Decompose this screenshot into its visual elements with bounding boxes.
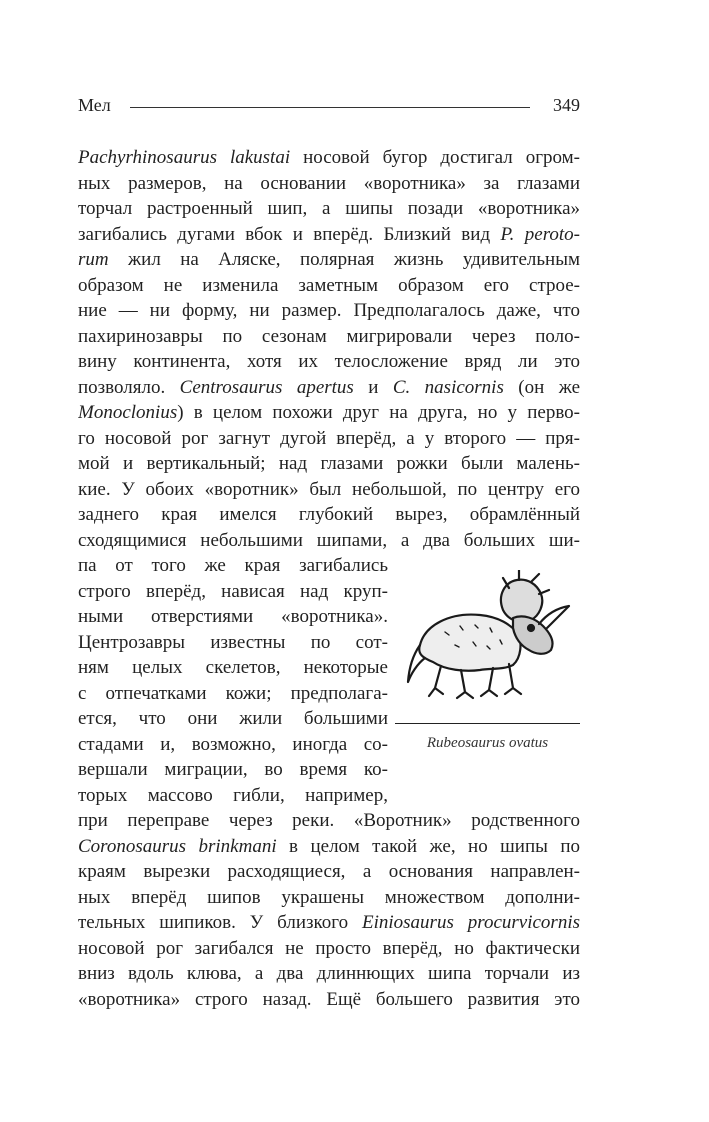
text-line: Pachyrhinosaurus lakustai носовой бугор достигал огром- xyxy=(78,147,580,168)
text-line: образом не изменила заметным образом его строе- xyxy=(78,274,580,296)
text-line: го носовой рог загнут дугой вперёд, а у второго — пря- xyxy=(78,427,580,449)
text-line-wrapped: ется, что они жили большими xyxy=(78,708,388,729)
section-title: Мел xyxy=(78,95,111,115)
dinosaur-illustration xyxy=(405,570,575,720)
text-line: ных вперёд шипов украшены множеством дополни- xyxy=(78,886,580,908)
text-line: носовой рог загибался не просто вперёд, но фактически xyxy=(78,937,580,959)
text-line: вниз вдоль клюва, а два длиннющих шипа торчали из xyxy=(78,963,580,984)
text-line-wrapped: ными отверстиями «воротника». xyxy=(78,606,388,627)
text-line: краям вырезки расходящиеся, а основания направлен- xyxy=(78,861,580,882)
header-rule xyxy=(130,107,530,108)
text-line: пахиринозавры по сезонам мигрировали через поло- xyxy=(78,325,580,347)
text-line: позволяло. Centrosaurus apertus и C. nasicornis (он же xyxy=(78,376,580,398)
text-line-wrapped: строго вперёд, нависая над круп- xyxy=(78,580,388,602)
text-line-wrapped: с отпечатками кожи; предполага- xyxy=(78,682,388,704)
text-line: вину континента, хотя их телосложение вряд ли это xyxy=(78,351,580,372)
text-line: кие. У обоих «воротник» был небольшой, по центру его xyxy=(78,478,580,500)
text-line: тельных шипиков. У близкого Einiosaurus procurvicornis xyxy=(78,912,580,933)
text-line-wrapped: стадами и, возможно, иногда со- xyxy=(78,733,388,755)
text-line-wrapped: ням целых скелетов, некоторые xyxy=(78,657,388,678)
text-line-wrapped: вершали миграции, во время ко- xyxy=(78,759,388,780)
figure-caption: Rubeosaurus ovatus xyxy=(426,735,549,751)
text-line: мой и вертикальный; над глазами рожки были малень- xyxy=(78,453,580,474)
text-line: при переправе через реки. «Воротник» родственного xyxy=(78,810,580,831)
text-line: торчал растроенный шип, а шипы позади «воротника» xyxy=(78,198,580,219)
text-line: заднего края имелся глубокий вырез, обрамлённый xyxy=(78,504,580,525)
text-line-wrapped: торых массово гибли, например, xyxy=(78,784,388,806)
text-line: rum жил на Аляске, полярная жизнь удивительным xyxy=(78,249,580,270)
text-line-wrapped: па от того же края загибались xyxy=(78,555,388,576)
text-line: Monoclonius) в целом похожи друг на друга, но у перво- xyxy=(78,402,580,423)
text-line: сходящимися небольшими шипами, а два больших ши- xyxy=(78,529,580,551)
page-number: 349 xyxy=(553,95,580,115)
text-line: ние — ни форму, ни размер. Предполагалось даже, что xyxy=(78,300,580,321)
text-line: «воротника» строго назад. Ещё большего развития это xyxy=(78,988,580,1010)
text-line-wrapped: Центрозавры известны по сот- xyxy=(78,631,388,653)
text-line: ных размеров, на основании «воротника» за глазами xyxy=(78,172,580,194)
text-line: загибались дугами вбок и вперёд. Близкий вид P. peroto- xyxy=(78,223,580,245)
figure xyxy=(395,570,580,770)
caption-rule xyxy=(395,723,580,724)
running-header xyxy=(78,95,580,121)
text-line: Coronosaurus brinkmani в целом такой же, но шипы по xyxy=(78,835,580,857)
